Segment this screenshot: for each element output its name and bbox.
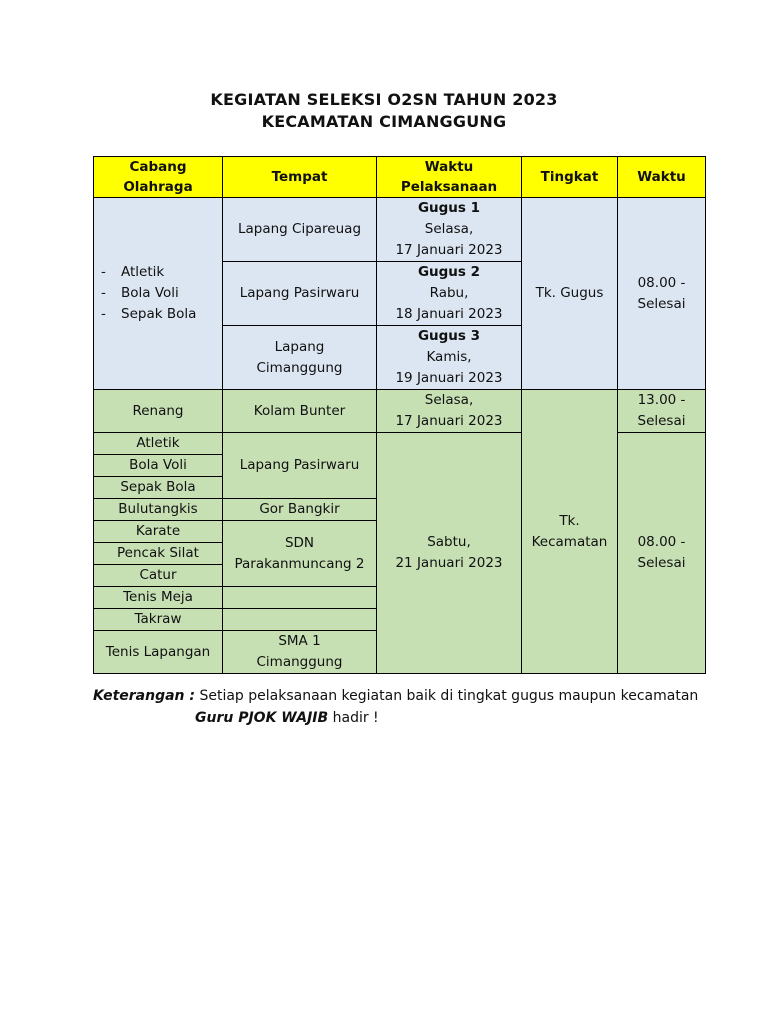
sport-cell: Bulutangkis — [94, 499, 223, 521]
title-line-2: KECAMATAN CIMANGGUNG — [261, 112, 507, 131]
schedule-table — [93, 156, 706, 674]
place-cell: SMA 1 Cimanggung — [223, 631, 377, 674]
note-text: Setiap pelaksanaan kegiatan baik di tingkat gugus maupun kecamatan — [195, 688, 699, 704]
place-cell: Lapang Pasirwaru — [223, 262, 377, 326]
waktu-kecamatan: 08.00 - Selesai — [618, 433, 706, 674]
place-cell: Lapang Cipareuag — [223, 198, 377, 262]
title-line-1: KEGIATAN SELEKSI O2SN TAHUN 2023 — [210, 90, 558, 109]
schedule-cell: Sabtu, 21 Januari 2023 — [377, 433, 522, 674]
schedule-cell: Gugus 1 Selasa, 17 Januari 2023 — [377, 198, 522, 262]
header-tempat: Tempat — [223, 157, 377, 198]
list-item: Bola Voli — [121, 285, 179, 301]
header-waktu: Waktu — [618, 157, 706, 198]
tingkat-gugus: Tk. Gugus — [522, 198, 618, 390]
sport-cell: Atletik — [94, 433, 223, 455]
schedule-cell: Selasa, 17 Januari 2023 — [377, 390, 522, 433]
sport-cell: Karate — [94, 521, 223, 543]
header-row — [94, 157, 706, 198]
header-waktu-pelaksanaan: Waktu Pelaksanaan — [377, 157, 522, 198]
sport-cell: Catur — [94, 565, 223, 587]
place-cell: Kolam Bunter — [223, 390, 377, 433]
sport-cell: Pencak Silat — [94, 543, 223, 565]
note-paragraph — [93, 685, 713, 729]
note-emphasis: Guru PJOK WAJIB — [195, 710, 329, 726]
list-item: Atletik — [121, 264, 165, 280]
header-tingkat: Tingkat — [522, 157, 618, 198]
table-row — [94, 198, 706, 262]
schedule-cell: Gugus 3 Kamis, 19 Januari 2023 — [377, 326, 522, 390]
place-cell-empty — [223, 587, 377, 609]
schedule-cell: Gugus 2 Rabu, 18 Januari 2023 — [377, 262, 522, 326]
place-cell: Gor Bangkir — [223, 499, 377, 521]
sport-cell: Bola Voli — [94, 455, 223, 477]
table-row — [94, 390, 706, 433]
sport-cell: Tenis Meja — [94, 587, 223, 609]
header-cabang: Cabang Olahraga — [94, 157, 223, 198]
sport-cell: Tenis Lapangan — [94, 631, 223, 674]
sport-cell: Takraw — [94, 609, 223, 631]
sport-cell: Renang — [94, 390, 223, 433]
document-title — [0, 89, 768, 133]
place-cell: Lapang Pasirwaru — [223, 433, 377, 499]
list-item: Sepak Bola — [121, 306, 197, 322]
waktu-gugus: 08.00 - Selesai — [618, 198, 706, 390]
gugus-sport-list: - Atletik - Bola Voli - Sepak Bola — [94, 198, 223, 390]
tingkat-kecamatan: Tk. Kecamatan — [522, 390, 618, 674]
sport-cell: Sepak Bola — [94, 477, 223, 499]
note-end: hadir ! — [328, 710, 379, 726]
place-cell: SDN Parakanmuncang 2 — [223, 521, 377, 587]
waktu-renang: 13.00 - Selesai — [618, 390, 706, 433]
note-label: Keterangan : — [93, 688, 195, 704]
place-cell-empty — [223, 609, 377, 631]
place-cell: Lapang Cimanggung — [223, 326, 377, 390]
